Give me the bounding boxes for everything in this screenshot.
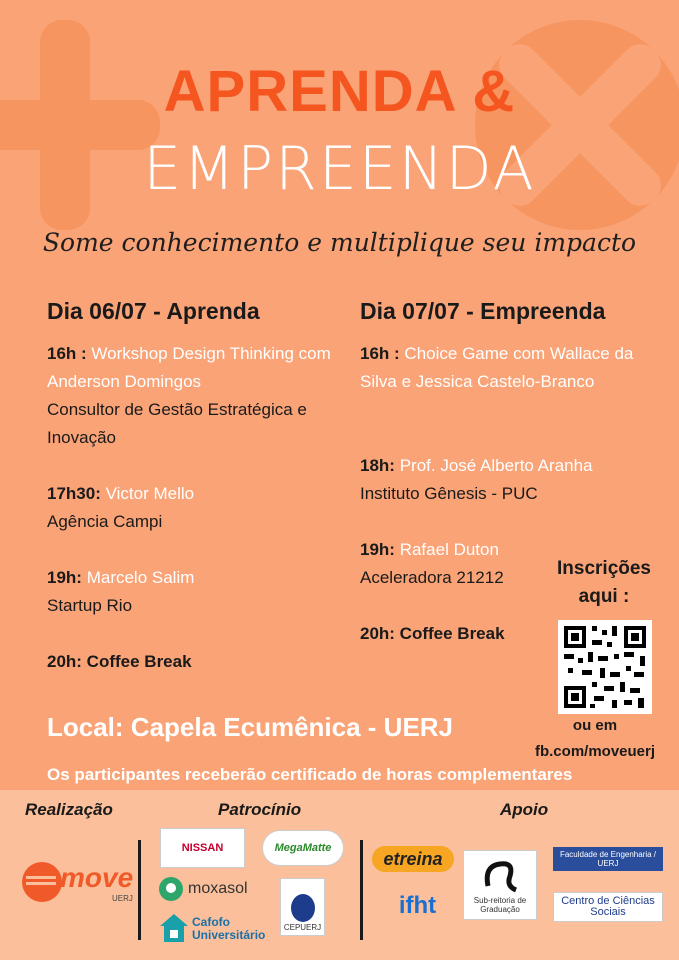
etreina-logo — [372, 846, 454, 872]
move-logo-text: move — [60, 862, 134, 893]
qr-code-icon — [560, 622, 650, 712]
item-speaker: Victor Mello — [105, 484, 195, 503]
day1-item — [47, 564, 347, 620]
megamatte-logo-text: MegaMatte — [274, 842, 332, 854]
sr-icon — [480, 856, 520, 896]
footer-divider — [138, 840, 141, 940]
inscricoes-alt — [530, 713, 660, 765]
house-icon — [158, 912, 190, 944]
faculdade-engenharia-logo — [553, 847, 663, 871]
item-speaker: Choice Game com Wallace da Silva e Jessica Castelo-Branco — [360, 344, 634, 391]
moxasol-logo-text: moxasol — [188, 880, 248, 897]
item-time: 16h : — [360, 344, 400, 363]
ifht-logo — [390, 892, 445, 922]
ifht-logo-text: ifht — [398, 892, 437, 919]
item-org: Agência Campi — [47, 512, 163, 531]
move-logo — [20, 858, 134, 906]
item-speaker: Rafael Duton — [399, 540, 499, 559]
cafofo-logo — [158, 912, 266, 948]
item-org: Instituto Gênesis - PUC — [360, 484, 538, 503]
item-org: Aceleradora 21212 — [360, 568, 504, 587]
times-icon — [470, 10, 679, 240]
day1-item — [47, 340, 347, 452]
item-time: 20h: Coffee Break — [47, 652, 192, 671]
cepuerj-icon — [289, 893, 317, 923]
day2-heading: Dia 07/07 - Empreenda — [360, 298, 606, 324]
item-time: 18h: — [360, 456, 395, 475]
day1-heading: Dia 06/07 - Aprenda — [47, 298, 260, 324]
move-icon — [20, 860, 64, 904]
cepuerj-logo — [280, 878, 325, 936]
move-logo-sub: UERJ — [112, 894, 133, 903]
certificate-note: Os participantes receberão certificado de horas complementares — [47, 765, 573, 784]
title-line-1: APRENDA & — [163, 59, 516, 124]
moxasol-logo — [158, 876, 248, 904]
day1-column — [47, 296, 347, 704]
apoio-label: Apoio — [500, 800, 549, 819]
item-time: 19h: — [47, 568, 82, 587]
inscricoes-label — [545, 555, 663, 611]
subreitoria-logo — [463, 850, 537, 920]
item-org: Startup Rio — [47, 596, 133, 615]
item-speaker: Prof. José Alberto Aranha — [399, 456, 593, 475]
day2-item — [360, 340, 660, 396]
title-line-2: EMPREENDA — [143, 134, 536, 204]
facebook-link[interactable]: fb.com/moveuerj — [534, 743, 656, 760]
item-org: Consultor de Gestão Estratégica e Inovação — [47, 400, 307, 447]
realizacao-label: Realização — [25, 800, 113, 819]
ccs-logo-text: Centro de Ciências Sociais — [561, 895, 655, 918]
subtitle: Some conhecimento e multiplique seu impacto — [42, 228, 637, 257]
cafofo-logo-text: Cafofo Universitário — [192, 915, 266, 942]
nissan-logo-text: NISSAN — [181, 842, 224, 854]
footer-divider — [360, 840, 363, 940]
item-time: 16h : — [47, 344, 87, 363]
day1-item — [47, 480, 347, 536]
day2-item — [360, 452, 660, 508]
item-time: 19h: — [360, 540, 395, 559]
etreina-logo-text: etreina — [383, 849, 443, 869]
moxasol-icon — [158, 876, 184, 902]
inscricoes-line-2: aqui : — [578, 586, 630, 607]
nissan-logo — [160, 828, 245, 868]
or-label: ou em — [572, 717, 618, 734]
cepuerj-logo-text: CEPUERJ — [283, 923, 322, 932]
megamatte-logo — [262, 830, 344, 866]
item-time: 20h: Coffee Break — [360, 624, 505, 643]
ccs-logo — [553, 892, 663, 922]
item-time: 17h30: — [47, 484, 101, 503]
day2-column — [360, 296, 660, 676]
qr-code[interactable] — [558, 620, 652, 714]
item-speaker: Workshop Design Thinking com Anderson Domingos — [47, 344, 331, 391]
location: Local: Capela Ecumênica - UERJ — [47, 712, 454, 742]
day1-item — [47, 648, 347, 676]
item-speaker: Marcelo Salim — [86, 568, 195, 587]
faculdade-engenharia-logo-text: Faculdade de Engenharia / UERJ — [559, 850, 657, 868]
inscricoes-line-1: Inscrições — [557, 558, 651, 579]
patrocinio-label: Patrocínio — [218, 800, 302, 819]
subreitoria-logo-text: Sub-reitoria de Graduação — [473, 896, 527, 914]
